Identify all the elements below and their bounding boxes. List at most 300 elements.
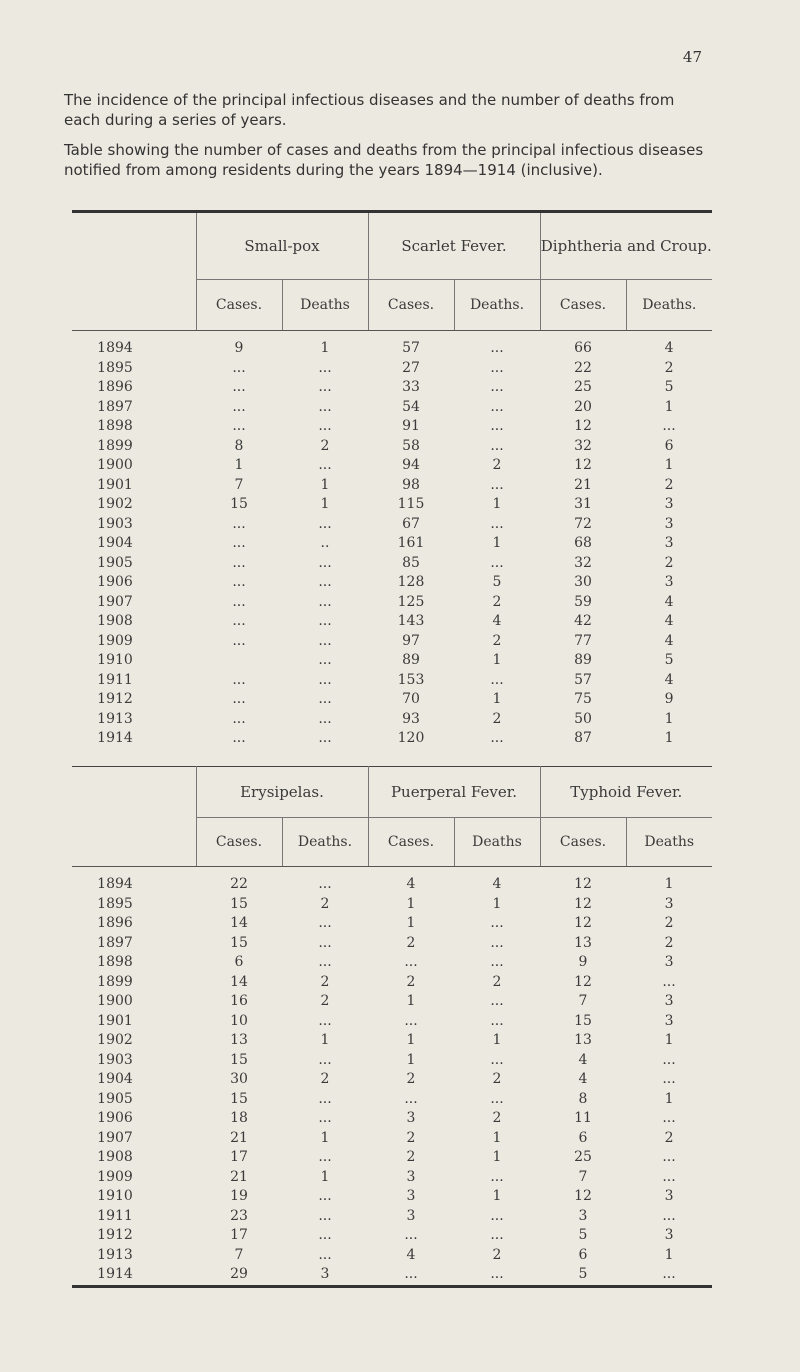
value-cell: 3 [664,1012,674,1029]
value-cell: ... [318,934,332,951]
value-cell: 3 [406,1188,416,1204]
value-cell: 87 [574,730,592,746]
year-cell: 1900 [97,993,133,1009]
value-cell: ... [490,418,504,434]
value-cell: ... [318,730,332,746]
value-cell: 94 [402,457,420,473]
value-cell: 6 [578,1129,588,1146]
spacer-row [72,331,712,340]
value-cell: 115 [397,496,425,512]
value-cell: 5 [664,379,674,395]
value-cell: 2 [664,476,674,493]
value-cell: 2 [492,1246,502,1263]
value-cell: ... [404,954,418,970]
value-cell: 161 [397,535,425,551]
value-cell: 7 [234,1246,244,1263]
table-scarlet-diphtheria [72,210,712,749]
table-row [72,1031,712,1051]
value-cell: 3 [406,1168,416,1185]
year-cell: 1896 [97,915,133,931]
value-cell: 2 [492,1110,502,1126]
value-cell: 30 [230,1071,248,1087]
value-cell: ... [662,1207,676,1224]
value-cell: 1 [320,1032,330,1048]
value-cell: 5 [578,1227,588,1243]
year-header-blank [72,212,196,280]
group-header: Puerperal Fever. [368,767,540,818]
value-cell: 1 [664,1246,674,1263]
value-cell: 1 [406,1032,416,1048]
year-cell: 1908 [97,613,133,629]
value-cell: ... [232,671,246,688]
value-cell: 13 [230,1032,248,1048]
value-cell: ... [232,418,246,434]
value-cell: 98 [402,476,420,493]
value-cell: ... [662,1168,676,1185]
value-cell: 1 [664,1090,674,1107]
table-row [72,710,712,730]
column-header: Deaths. [282,818,368,867]
value-cell: ... [490,1168,504,1185]
value-cell: ... [662,1266,676,1282]
table-row [72,515,712,535]
table-row [72,1207,712,1227]
table-row [72,895,712,915]
table-row [72,729,712,749]
value-cell: 2 [492,593,502,610]
value-cell: 93 [402,710,420,727]
value-cell: ... [662,973,676,990]
table-row [72,1226,712,1246]
value-cell: 1 [664,730,674,746]
value-cell: 1 [406,993,416,1009]
value-cell: ... [490,359,504,376]
value-cell: 1 [492,1032,502,1048]
value-cell: 15 [230,1051,248,1068]
year-cell: 1912 [97,1227,133,1243]
value-cell: ... [318,876,332,892]
value-cell: ... [318,1051,332,1068]
year-cell: 1909 [97,1168,133,1185]
value-cell: 1 [664,710,674,727]
value-cell: 9 [664,691,674,707]
value-cell: ... [490,554,504,571]
value-cell: ... [318,915,332,931]
value-cell: 17 [230,1227,248,1243]
value-cell: 72 [574,515,592,532]
year-cell: 1911 [97,671,133,688]
value-cell: ... [318,593,332,610]
value-cell: 1 [320,340,330,356]
value-cell: 4 [664,613,674,629]
value-cell: 15 [230,895,248,912]
table-row [72,1246,712,1266]
table-row [72,973,712,993]
value-cell: 1 [406,1051,416,1068]
table-row [72,378,712,398]
value-cell: ... [232,515,246,532]
value-cell: ... [490,1227,504,1243]
value-cell: 3 [406,1110,416,1126]
year-cell: 1914 [97,730,133,746]
column-header: Deaths. [626,280,712,331]
year-subheader-blank [72,818,196,867]
value-cell: 2 [406,973,416,990]
value-cell: 50 [574,710,592,727]
value-cell: 2 [492,632,502,649]
value-cell: ... [318,954,332,970]
group-header: Diphtheria and Croup. [540,212,712,280]
value-cell: ... [318,1188,332,1204]
value-cell: 23 [230,1207,248,1224]
value-cell: 4 [406,876,416,892]
value-cell: ... [490,671,504,688]
value-cell: ... [232,535,246,551]
value-cell: 143 [397,613,425,629]
value-cell: 2 [664,554,674,571]
value-cell: 20 [574,398,592,415]
value-cell: 2 [320,1071,330,1087]
table-row [72,671,712,691]
value-cell: 25 [574,1149,592,1165]
year-cell: 1913 [97,710,133,727]
value-cell: 9 [234,340,244,356]
value-cell: 2 [664,359,674,376]
table-row [72,1090,712,1110]
year-cell: 1906 [97,574,133,590]
value-cell: 1 [320,1129,330,1146]
value-cell: 4 [664,340,674,356]
value-cell: 2 [664,934,674,951]
value-cell: 1 [492,535,502,551]
value-cell: 22 [230,876,248,892]
value-cell: 7 [578,993,588,1009]
value-cell: 19 [230,1188,248,1204]
value-cell: 32 [574,554,592,571]
value-cell: 18 [230,1110,248,1126]
value-cell: 4 [664,593,674,610]
year-cell: 1896 [97,379,133,395]
value-cell: 21 [574,476,592,493]
year-cell: 1899 [97,437,133,454]
value-cell: 1 [664,1032,674,1048]
table-row [72,1129,712,1149]
value-cell: ... [490,954,504,970]
year-cell: 1910 [97,652,133,668]
table-row [72,875,712,895]
value-cell: 31 [574,496,592,512]
value-cell: 77 [574,632,592,649]
year-cell: 1905 [97,1090,133,1107]
value-cell: 2 [406,1149,416,1165]
value-cell: 7 [578,1168,588,1185]
table-row [72,417,712,437]
value-cell: ... [490,730,504,746]
table-row [72,456,712,476]
value-cell: 2 [320,993,330,1009]
value-cell: 21 [230,1168,248,1185]
value-cell: 57 [402,340,420,356]
value-cell: 75 [574,691,592,707]
value-cell: 2 [492,457,502,473]
table-row [72,554,712,574]
year-cell: 1901 [97,1012,133,1029]
value-cell: ... [404,1266,418,1282]
column-header: Cases. [368,280,454,331]
value-cell [196,651,282,671]
year-cell: 1911 [97,1207,133,1224]
value-cell: 58 [402,437,420,454]
table-row [72,1070,712,1090]
value-cell: 15 [230,934,248,951]
value-cell: 6 [578,1246,588,1263]
value-cell: ... [490,379,504,395]
value-cell: 1 [406,895,416,912]
table-row [72,1187,712,1207]
value-cell: ... [318,1090,332,1107]
value-cell: ... [318,710,332,727]
value-cell: ... [404,1090,418,1107]
value-cell: ... [318,613,332,629]
year-cell: 1909 [97,632,133,649]
value-cell: ... [318,398,332,415]
value-cell: 59 [574,593,592,610]
table-row [72,1148,712,1168]
value-cell: ... [232,574,246,590]
value-cell: 1 [234,457,244,473]
year-cell: 1904 [97,1071,133,1087]
value-cell: ... [232,691,246,707]
value-cell: 128 [397,574,425,590]
value-cell: 4 [492,613,502,629]
column-header: Deaths [626,818,712,867]
value-cell: 1 [320,496,330,512]
table-row [72,437,712,457]
value-cell: 10 [230,1012,248,1029]
value-cell: 2 [492,1071,502,1087]
value-cell: 30 [574,574,592,590]
value-cell: 9 [578,954,588,970]
year-cell: 1907 [97,593,133,610]
table-row [72,495,712,515]
intro-heading: The incidence of the principal infectious diseases and the number of deaths from each during a series of years. [64,91,675,129]
value-cell: ... [490,515,504,532]
value-cell: ... [404,1227,418,1243]
table-row [72,398,712,418]
value-cell: ... [318,652,332,668]
value-cell: 3 [406,1207,416,1224]
value-cell: 5 [578,1266,588,1282]
value-cell: ... [232,632,246,649]
value-cell: ... [490,915,504,931]
value-cell: 3 [578,1207,588,1224]
value-cell: 2 [320,973,330,990]
value-cell: 15 [574,1012,592,1029]
value-cell: 3 [664,895,674,912]
value-cell: ... [490,1012,504,1029]
value-cell: ... [404,1012,418,1029]
value-cell: ... [318,574,332,590]
value-cell: ... [318,632,332,649]
value-cell: ... [318,379,332,395]
value-cell: 3 [664,496,674,512]
value-cell: ... [232,359,246,376]
table-row [72,651,712,671]
value-cell: 29 [230,1266,248,1282]
value-cell: ... [490,1266,504,1282]
value-cell: 66 [574,340,592,356]
column-header: Cases. [540,818,626,867]
value-cell: ... [318,515,332,532]
value-cell: 3 [664,954,674,970]
value-cell: 27 [402,359,420,376]
value-cell: 3 [664,1188,674,1204]
value-cell: ... [318,418,332,434]
value-cell: ... [490,437,504,454]
value-cell: 2 [492,710,502,727]
value-cell: 42 [574,613,592,629]
value-cell: 4 [664,632,674,649]
value-cell: 2 [664,1129,674,1146]
value-cell: ... [318,554,332,571]
value-cell: 1 [492,496,502,512]
table-row [72,573,712,593]
value-cell: 4 [664,671,674,688]
year-cell: 1907 [97,1129,133,1146]
year-cell: 1903 [97,1051,133,1068]
value-cell: 1 [664,398,674,415]
year-cell: 1897 [97,398,133,415]
value-cell: 1 [664,457,674,473]
value-cell: 125 [397,593,425,610]
value-cell: 70 [402,691,420,707]
year-cell: 1894 [97,876,133,892]
value-cell: 1 [320,476,330,493]
value-cell: 13 [574,1032,592,1048]
year-cell: 1900 [97,457,133,473]
value-cell: ... [662,1071,676,1087]
table-row [72,534,712,554]
table-row [72,593,712,613]
value-cell: ... [490,1051,504,1068]
value-cell: 33 [402,379,420,395]
value-cell: ... [318,457,332,473]
value-cell: ... [318,1012,332,1029]
value-cell: 1 [492,691,502,707]
value-cell: ... [232,710,246,727]
value-cell: 16 [230,993,248,1009]
year-cell: 1898 [97,954,133,970]
year-cell: 1904 [97,535,133,551]
value-cell: 153 [397,671,425,688]
value-cell: ... [318,1207,332,1224]
value-cell: ... [662,418,676,434]
table-row [72,1265,712,1286]
value-cell: 68 [574,535,592,551]
value-cell: ... [490,340,504,356]
value-cell: 8 [234,437,244,454]
group-header: Small-pox [196,212,368,280]
value-cell: ... [318,1149,332,1165]
value-cell: 1 [406,915,416,931]
value-cell: 3 [320,1266,330,1282]
value-cell: 4 [406,1246,416,1263]
year-cell: 1898 [97,418,133,434]
year-cell: 1914 [97,1266,133,1282]
page-number: 47 [682,48,702,66]
value-cell: 4 [578,1051,588,1068]
table-erysipelas-typhoid [72,766,712,1288]
value-cell: 12 [574,895,592,912]
table-row [72,934,712,954]
value-cell: 2 [406,934,416,951]
table-row [72,1012,712,1032]
table-caption: Table showing the number of cases and deaths from the principal infectious diseases notified from among residents during the years 1894—1914 (inclusive). [64,141,704,179]
value-cell: ... [318,1246,332,1263]
value-cell: ... [490,476,504,493]
year-cell: 1894 [97,340,133,356]
value-cell: 3 [664,993,674,1009]
value-cell: 8 [578,1090,588,1107]
value-cell: 1 [492,1149,502,1165]
value-cell: 89 [574,652,592,668]
value-cell: 12 [574,876,592,892]
value-cell: 15 [230,1090,248,1107]
value-cell: 6 [664,437,674,454]
spacer-row [72,867,712,876]
value-cell: 3 [664,515,674,532]
value-cell: 2 [406,1071,416,1087]
value-cell: 12 [574,1188,592,1204]
table-row [72,612,712,632]
value-cell: 32 [574,437,592,454]
value-cell: ... [490,398,504,415]
value-cell: ... [490,1090,504,1107]
value-cell: ... [232,398,246,415]
year-cell: 1899 [97,973,133,990]
value-cell: 89 [402,652,420,668]
value-cell: ... [662,1110,676,1126]
table-row [72,359,712,379]
value-cell: 11 [574,1110,592,1126]
year-cell: 1910 [97,1188,133,1204]
value-cell: ... [662,1149,676,1165]
column-header: Deaths [454,818,540,867]
value-cell: 12 [574,457,592,473]
value-cell: ... [490,934,504,951]
value-cell: ... [232,554,246,571]
year-cell: 1901 [97,476,133,493]
value-cell: ... [232,730,246,746]
value-cell: ... [318,1227,332,1243]
column-header: Cases. [196,818,282,867]
value-cell: 2 [492,973,502,990]
year-cell: 1902 [97,1032,133,1048]
value-cell: 67 [402,515,420,532]
value-cell: ... [490,993,504,1009]
year-cell: 1912 [97,691,133,707]
table-row [72,476,712,496]
value-cell: 3 [664,1227,674,1243]
column-header: Cases. [540,280,626,331]
value-cell: 6 [234,954,244,970]
value-cell: 21 [230,1129,248,1146]
table-row [72,953,712,973]
group-header: Typhoid Fever. [540,767,712,818]
year-cell: 1903 [97,515,133,532]
year-cell: 1905 [97,554,133,571]
table-row [72,339,712,359]
